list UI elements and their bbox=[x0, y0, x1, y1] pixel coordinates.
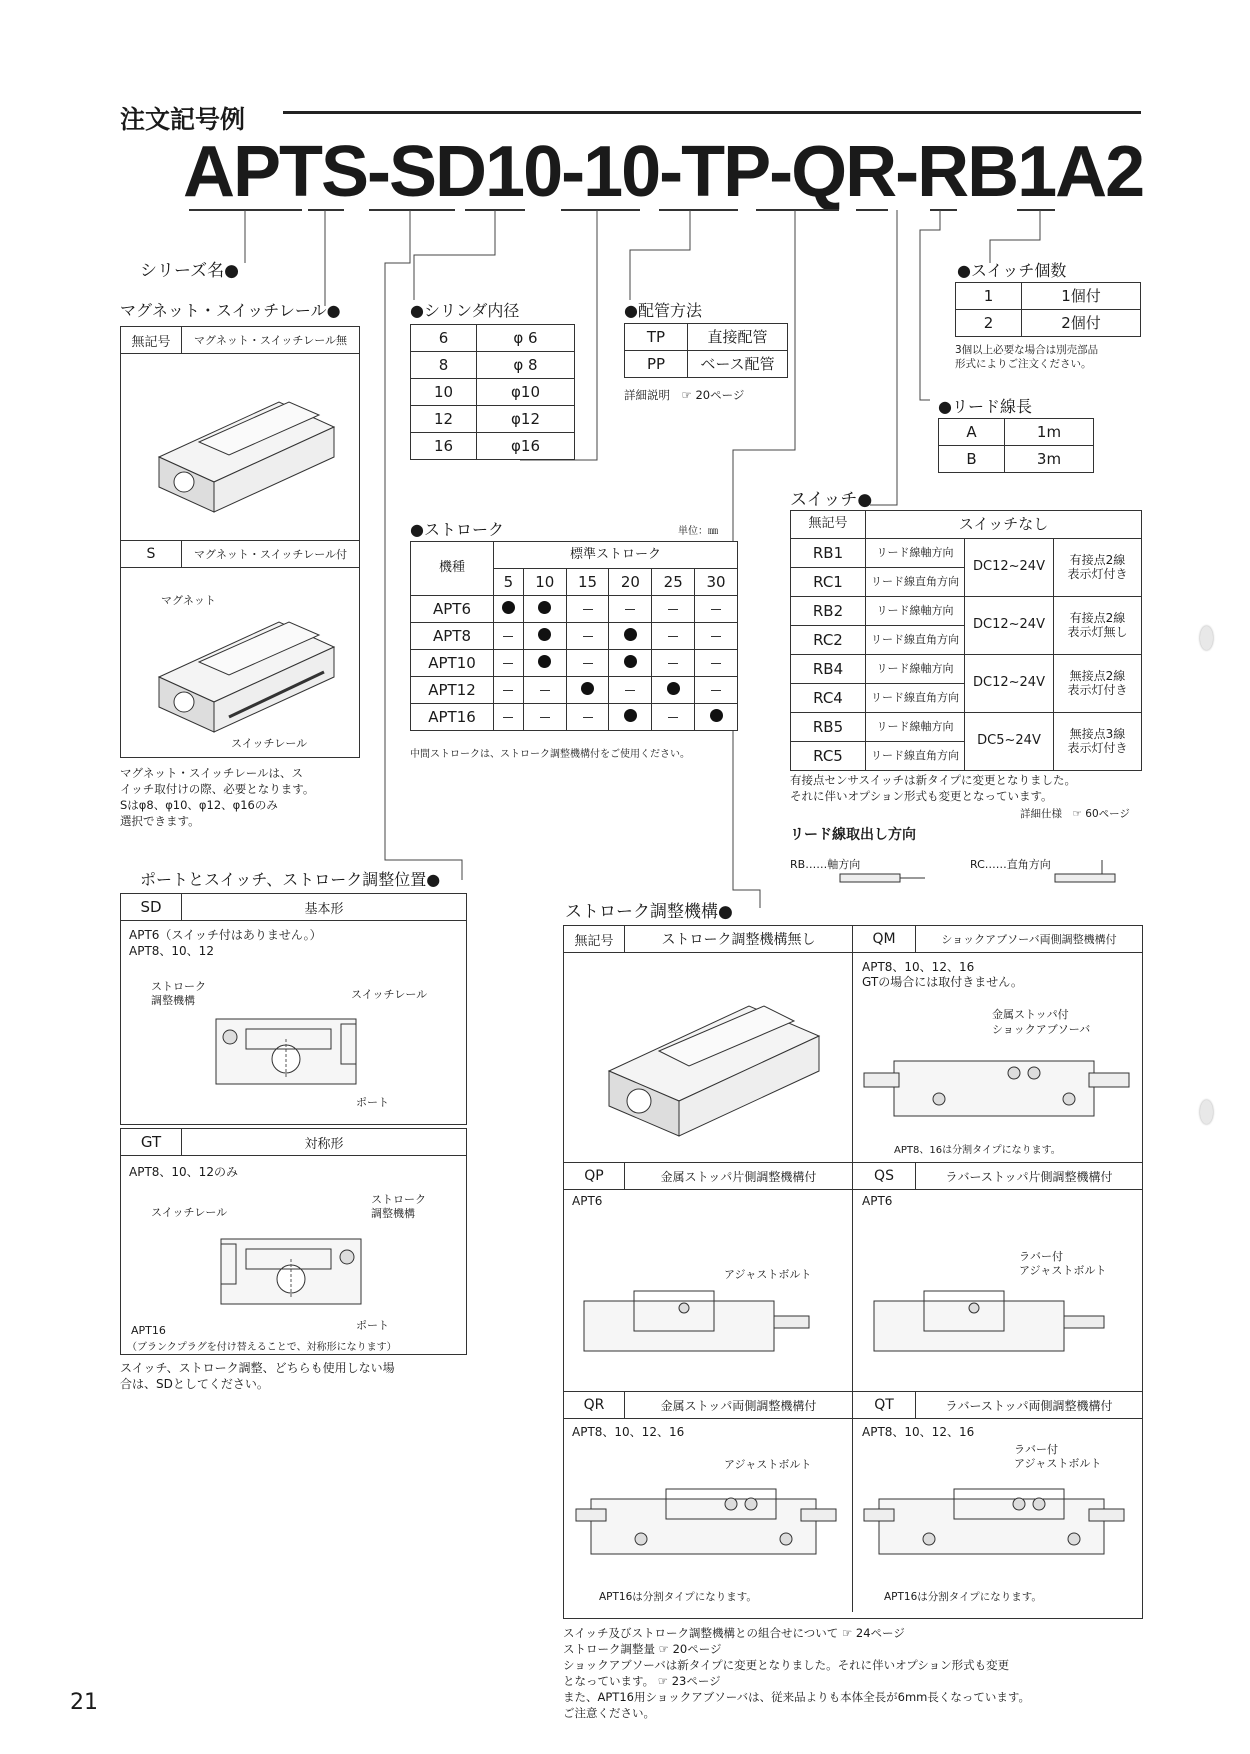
piping-note: 詳細説明 ☞ 20ページ bbox=[624, 388, 745, 402]
adj-qm-code: QM bbox=[853, 926, 916, 952]
standard-stroke-mark bbox=[710, 709, 723, 722]
switch-note: 有接点センサスイッチは新タイプに変更となりました。 それに伴いオプション形式も変更となっています。 bbox=[790, 773, 1077, 803]
switch-count-table: 1 1個付 2 2個付 bbox=[955, 282, 1141, 337]
stroke-col-header: 20 bbox=[609, 569, 652, 596]
not-available-mark bbox=[711, 690, 721, 691]
magnet-desc-1: マグネット・スイッチレール付 bbox=[193, 548, 347, 561]
gt-apt16-note: （ブランクプラグを付け替えることで、対称形になります） bbox=[127, 1342, 397, 1353]
page-number: 21 bbox=[70, 1690, 98, 1715]
adj-panel bbox=[563, 925, 1143, 1619]
standard-stroke-mark bbox=[624, 655, 637, 668]
switch-row bbox=[791, 713, 1142, 742]
not-available-mark bbox=[668, 609, 678, 610]
adj-qm-desc: ショックアブソーバ両側調整機構付 bbox=[941, 933, 1117, 946]
magnet-label: マグネット・スイッチレール ● bbox=[120, 298, 341, 321]
series-label: シリーズ名 ● bbox=[140, 256, 239, 281]
not-available-mark bbox=[583, 663, 593, 664]
not-available-mark bbox=[583, 609, 593, 610]
stroke-row bbox=[411, 704, 738, 731]
standard-stroke-mark bbox=[538, 655, 551, 668]
switch-voltage: DC12~24V bbox=[965, 539, 1054, 597]
bore-table: 6 φ 6 8 φ 8 10 φ10 12 φ12 16 φ16 bbox=[410, 324, 575, 460]
stroke-col-header: 30 bbox=[695, 569, 738, 596]
not-available-mark bbox=[503, 663, 513, 664]
lead-direction: リード線直角方向 bbox=[866, 568, 965, 597]
stroke-row bbox=[411, 596, 738, 623]
lead-direction: リード線直角方向 bbox=[866, 684, 965, 713]
switch-code: RC2 bbox=[791, 626, 866, 655]
port-sd-panel bbox=[120, 893, 467, 1125]
gt-desc: 対称形 bbox=[304, 1136, 344, 1152]
magnet-note: マグネット・スイッチレールは、ス イッチ取付けの際、必要となります。 Sはφ8、φ10、φ12、φ16のみ 選択できます。 bbox=[120, 766, 315, 828]
qt-l2: アジャストボルト bbox=[1014, 1457, 1102, 1470]
stroke-col-header: 5 bbox=[494, 569, 524, 596]
standard-stroke-mark bbox=[624, 709, 637, 722]
not-available-mark bbox=[503, 717, 513, 718]
sd-l-port: ポート bbox=[356, 1096, 389, 1109]
switch-type: 無接点2線 表示灯付き bbox=[1054, 655, 1142, 713]
qs-l2: アジャストボルト bbox=[1019, 1264, 1107, 1277]
standard-stroke-mark bbox=[538, 628, 551, 641]
qp-l1: アジャストボルト bbox=[724, 1268, 812, 1281]
qs-note1: APT6 bbox=[862, 1194, 893, 1208]
sd-figure bbox=[216, 1019, 366, 1089]
adj-qt-desc: ラバーストッパ両側調整機構付 bbox=[945, 1398, 1113, 1413]
sd-l-mech: 調整機構 bbox=[151, 994, 195, 1007]
magnet-desc-0: マグネット・スイッチレール無 bbox=[193, 334, 347, 347]
rc-label: RC……直角方向 bbox=[970, 858, 1051, 871]
qm-note2: GTの場合には取付きません。 bbox=[862, 975, 1023, 989]
lead-direction: リード線軸方向 bbox=[866, 539, 965, 568]
lead-table: A 1m B 3m bbox=[938, 418, 1094, 473]
stroke-model: APT6 bbox=[411, 596, 494, 623]
switch-table: 無記号 スイッチなし RB1 リード線軸方向 DC12~24V 有接点2線 表示灯付き RC1 リード線直角方向 RB2 リード線軸方向 DC12~24V 有接点2線 表示灯無し RC2 リード線直角方向 RB4 リード線軸方向 DC12~24V 無接点2線 表示灯付き RC4 リード線直角方向 RB5 リード線軸方向 DC5~24V 無接点3線 表示灯付き RC5 リード線直角方向 bbox=[790, 510, 1142, 771]
switch-code: RB2 bbox=[791, 597, 866, 626]
qt-note1: APT8、10、12、16 bbox=[862, 1425, 975, 1439]
piping-table: TP 直接配管 PP ベース配管 bbox=[624, 323, 788, 378]
switch-row bbox=[791, 597, 1142, 626]
qs-l1: ラバー付 bbox=[1019, 1250, 1063, 1263]
adj-qs-code: QS bbox=[853, 1163, 916, 1189]
qt-l1: ラバー付 bbox=[1014, 1443, 1058, 1456]
not-available-mark bbox=[711, 609, 721, 610]
adj-qp-code: QP bbox=[564, 1163, 625, 1189]
magnet-code-0: 無記号 bbox=[121, 327, 182, 353]
qr-foot: APT16は分割タイプになります。 bbox=[599, 1591, 757, 1603]
switch-type: 有接点2線 表示灯無し bbox=[1054, 597, 1142, 655]
qs-figure bbox=[874, 1286, 1134, 1356]
stroke-row bbox=[411, 650, 738, 677]
switch-label: スイッチ ● bbox=[790, 485, 872, 510]
not-available-mark bbox=[503, 690, 513, 691]
lead-direction: リード線軸方向 bbox=[866, 713, 965, 742]
not-available-mark bbox=[668, 636, 678, 637]
qr-note1: APT8、10、12、16 bbox=[572, 1425, 685, 1439]
bottom-notes: スイッチ及びストローク調整機構との組合せについて ☞ 24ページ ストローク調整量 ☞ 20ページ ショックアブソーバは新タイプに変更となりました。それに伴いオプション形式も変更 となっています。 ☞ 23ページ また、APT16用ショックアブソーバは、従来品よりも本体全長が6mm長くなっています。 ご注意ください。 bbox=[563, 1626, 1030, 1720]
stroke-row bbox=[411, 623, 738, 650]
not-available-mark bbox=[503, 636, 513, 637]
switch-row bbox=[791, 539, 1142, 568]
adj-label: ストローク調整機構● bbox=[565, 902, 733, 922]
standard-stroke-mark bbox=[624, 628, 637, 641]
bore-label: ● シリンダ内径 bbox=[410, 298, 519, 321]
binder-hole bbox=[1200, 626, 1213, 650]
switch-count-note: 3個以上必要な場合は別売部品 形式によりご注文ください。 bbox=[955, 344, 1099, 370]
standard-stroke-mark bbox=[667, 682, 680, 695]
stroke-label: ● ストローク bbox=[410, 517, 504, 540]
not-available-mark bbox=[583, 717, 593, 718]
adj-none-desc: ストローク調整機構無し bbox=[661, 932, 816, 948]
qm-l2: ショックアブソーバ bbox=[992, 1023, 1091, 1036]
magnet-fig-label: マグネット bbox=[161, 594, 216, 607]
port-gt-panel bbox=[120, 1128, 467, 1355]
switch-voltage: DC12~24V bbox=[965, 655, 1054, 713]
sd-note2: APT8、10、12 bbox=[129, 944, 214, 958]
not-available-mark bbox=[711, 636, 721, 637]
qp-figure bbox=[584, 1286, 844, 1356]
stroke-col-header: 15 bbox=[566, 569, 609, 596]
switch-code: RC4 bbox=[791, 684, 866, 713]
rail-fig-label: スイッチレール bbox=[231, 737, 308, 750]
stroke-model: APT16 bbox=[411, 704, 494, 731]
lead-direction: リード線直角方向 bbox=[866, 742, 965, 771]
gt-l-rail: スイッチレール bbox=[151, 1206, 228, 1219]
stroke-model: APT12 bbox=[411, 677, 494, 704]
rb-label: RB……軸方向 bbox=[790, 858, 861, 871]
switch-type: 有接点2線 表示灯付き bbox=[1054, 539, 1142, 597]
stroke-table: 機種 標準ストローク 5 10 15 20 25 30 APT6 APT8 APT10 APT12 APT16 bbox=[410, 541, 738, 731]
page-title: 注文記号例 bbox=[120, 105, 246, 134]
switch-code: RB5 bbox=[791, 713, 866, 742]
adj-none-figure bbox=[589, 981, 829, 1151]
stroke-col-header: 10 bbox=[523, 569, 566, 596]
adj-qs-desc: ラバーストッパ片側調整機構付 bbox=[945, 1169, 1113, 1184]
qr-l1: アジャストボルト bbox=[724, 1458, 812, 1471]
lead-dir-title: リード線取出し方向 bbox=[790, 827, 916, 843]
lead-dir-figure bbox=[840, 860, 1140, 890]
sd-l-rail: スイッチレール bbox=[351, 988, 428, 1001]
lead-label: ● リード線長 bbox=[938, 394, 1032, 417]
adj-qp-desc: 金属ストッパ片側調整機構付 bbox=[625, 1163, 853, 1189]
cylinder-figure bbox=[139, 387, 339, 527]
sd-code: SD bbox=[121, 894, 182, 920]
switch-code: RB1 bbox=[791, 539, 866, 568]
gt-note1: APT8、10、12のみ bbox=[129, 1165, 238, 1179]
gt-l-stroke: ストローク bbox=[371, 1193, 426, 1206]
stroke-col-header: 25 bbox=[652, 569, 695, 596]
lead-direction: リード線軸方向 bbox=[866, 597, 965, 626]
magnet-panel bbox=[120, 326, 360, 758]
stroke-model: APT10 bbox=[411, 650, 494, 677]
sd-note1: APT6（スイッチ付はありません。） bbox=[129, 928, 322, 942]
switch-row bbox=[791, 655, 1142, 684]
magnet-code-1: S bbox=[121, 541, 182, 567]
model-code: APTS-SD10-10-TP-QR-RB1A2 bbox=[183, 132, 1144, 212]
binder-hole bbox=[1200, 1100, 1213, 1124]
switch-code: RC1 bbox=[791, 568, 866, 597]
qr-figure bbox=[576, 1474, 846, 1564]
lead-direction: リード線軸方向 bbox=[866, 655, 965, 684]
not-available-mark bbox=[625, 690, 635, 691]
qm-foot: APT8、16は分割タイプになります。 bbox=[894, 1145, 1061, 1156]
piping-label: ● 配管方法 bbox=[624, 298, 702, 321]
switch-type: 無接点3線 表示灯付き bbox=[1054, 713, 1142, 771]
not-available-mark bbox=[668, 717, 678, 718]
switch-count-label: ● スイッチ個数 bbox=[957, 258, 1066, 281]
gt-l-mech: 調整機構 bbox=[371, 1207, 415, 1220]
not-available-mark bbox=[583, 636, 593, 637]
adj-none-code: 無記号 bbox=[564, 926, 625, 952]
adj-qt-code: QT bbox=[853, 1392, 916, 1418]
stroke-model: APT8 bbox=[411, 623, 494, 650]
stroke-row bbox=[411, 677, 738, 704]
gt-apt16: APT16 bbox=[131, 1324, 166, 1337]
qt-foot: APT16は分割タイプになります。 bbox=[884, 1591, 1042, 1603]
qm-figure bbox=[864, 1051, 1134, 1131]
port-label: ポートとスイッチ、ストローク調整位置 ● bbox=[140, 867, 440, 890]
not-available-mark bbox=[668, 663, 678, 664]
gt-code: GT bbox=[121, 1129, 182, 1155]
qm-l1: 金属ストッパ付 bbox=[992, 1008, 1069, 1021]
switch-voltage: DC5~24V bbox=[965, 713, 1054, 771]
switch-spec-ref: 詳細仕様 ☞ 60ページ bbox=[1020, 808, 1130, 820]
not-available-mark bbox=[711, 663, 721, 664]
standard-stroke-mark bbox=[538, 601, 551, 614]
sd-l-stroke: ストローク bbox=[151, 980, 206, 993]
stroke-unit: 単位：㎜ bbox=[678, 526, 718, 537]
cylinder-rail-figure bbox=[139, 597, 339, 737]
not-available-mark bbox=[540, 717, 550, 718]
standard-stroke-mark bbox=[581, 682, 594, 695]
gt-l-port: ポート bbox=[356, 1319, 389, 1332]
adj-qr-desc: 金属ストッパ両側調整機構付 bbox=[625, 1392, 853, 1418]
adj-qr-code: QR bbox=[564, 1392, 625, 1418]
qp-note1: APT6 bbox=[572, 1194, 603, 1208]
port-note: スイッチ、ストローク調整、どちらも使用しない場 合は、SDとしてください。 bbox=[120, 1361, 395, 1391]
not-available-mark bbox=[540, 690, 550, 691]
qt-figure bbox=[864, 1474, 1134, 1564]
qm-note1: APT8、10、12、16 bbox=[862, 960, 975, 974]
standard-stroke-mark bbox=[502, 601, 515, 614]
stroke-note: 中間ストロークは、ストローク調整機構付をご使用ください。 bbox=[410, 749, 690, 760]
gt-figure bbox=[211, 1239, 371, 1309]
lead-direction: リード線直角方向 bbox=[866, 626, 965, 655]
switch-code: RB4 bbox=[791, 655, 866, 684]
sd-desc: 基本形 bbox=[304, 901, 344, 917]
not-available-mark bbox=[625, 609, 635, 610]
switch-voltage: DC12~24V bbox=[965, 597, 1054, 655]
switch-code: RC5 bbox=[791, 742, 866, 771]
